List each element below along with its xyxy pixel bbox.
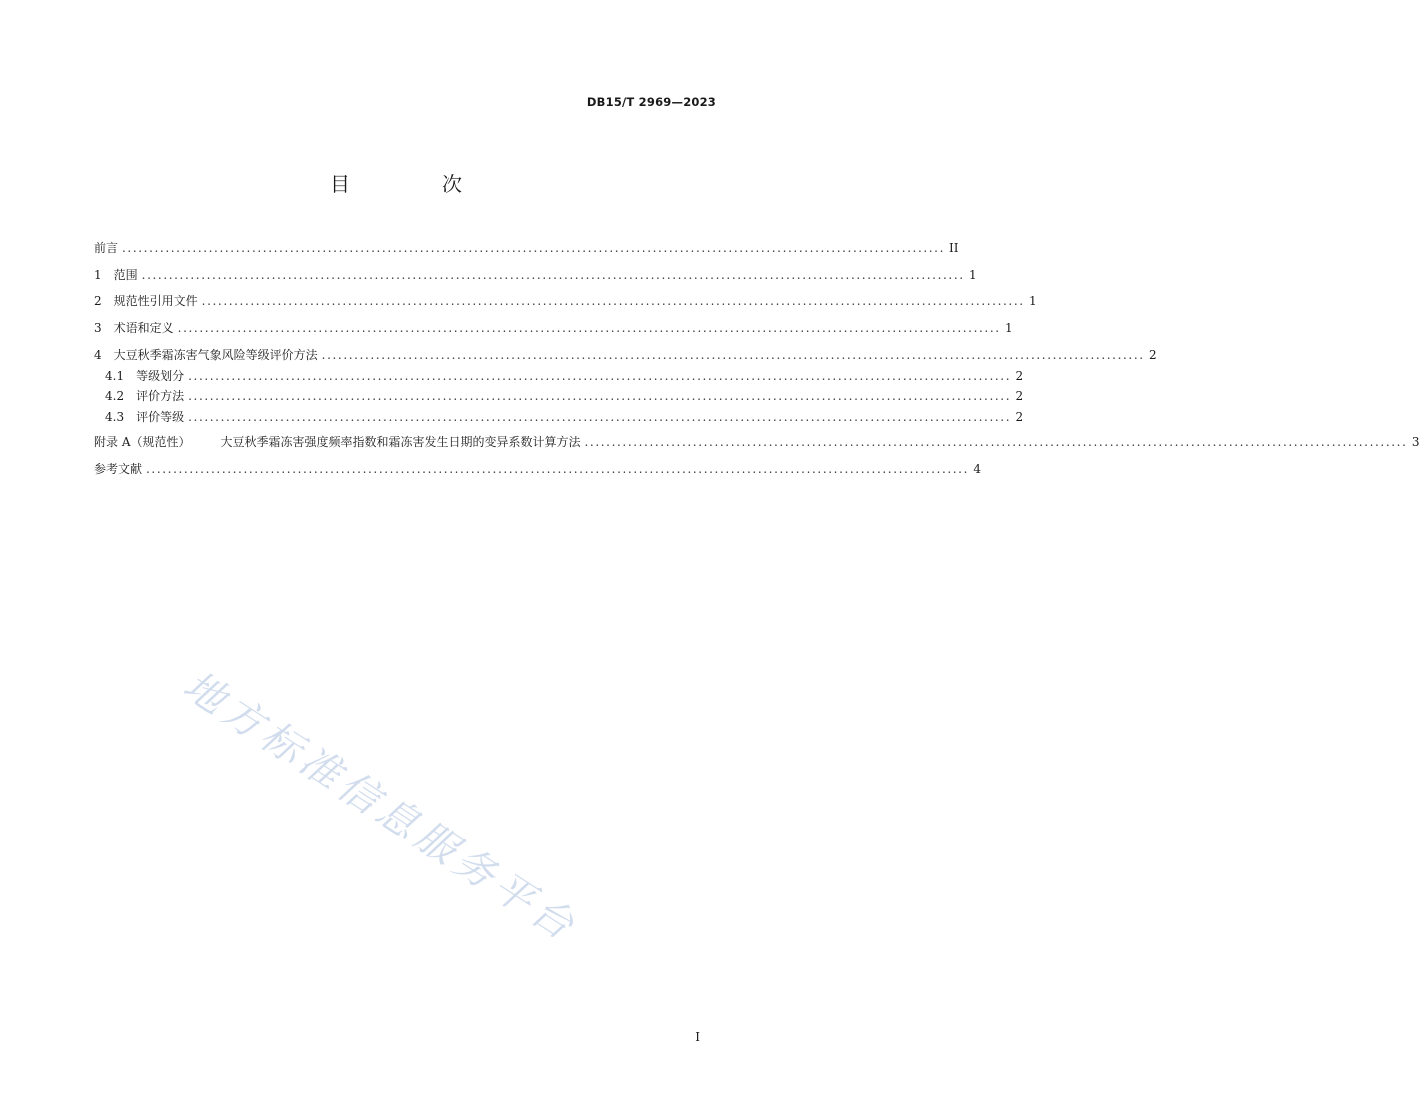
toc-entry-number: 4.2 [105, 389, 125, 403]
toc-entry-label: 范围 [113, 268, 138, 282]
toc-entry-page: II [949, 241, 959, 255]
toc-entry-bibliography[interactable] [94, 460, 982, 478]
toc-leader-dots: ........................................................................................................................................................ [188, 389, 1012, 403]
toc-entry-number: 附录 A（规范性） [94, 435, 191, 449]
toc-entry-label: 术语和定义 [113, 321, 174, 335]
toc-entry-evaluation-approach[interactable] [105, 387, 1024, 405]
page-number: I [695, 1030, 700, 1044]
toc-entry-page: 2 [1149, 348, 1157, 362]
toc-entry-label: 等级划分 [136, 369, 185, 383]
toc-leader-dots: ........................................................................................................................................................ [584, 435, 1408, 449]
toc-entry-number: 1 [94, 268, 102, 282]
toc-entry-page: 3 [1411, 435, 1420, 449]
document-code: DB15/T 2969—2023 [586, 95, 716, 109]
watermark: 地方标准信息服务平台 [175, 662, 586, 952]
toc-entry-page: 1 [1029, 294, 1037, 308]
toc-entry-evaluation-grade[interactable] [105, 408, 1024, 426]
toc-entry-scope[interactable] [94, 266, 977, 284]
toc-entry-page: 1 [1005, 321, 1013, 335]
toc-entry-number: 3 [94, 321, 102, 335]
toc-entry-label: 评价等级 [136, 410, 185, 424]
toc-leader-dots: ........................................................................................................................................................ [177, 321, 1001, 335]
toc-entry-foreword[interactable] [94, 239, 959, 257]
toc-entry-page: 2 [1015, 410, 1024, 424]
toc-entry-number: 4.1 [105, 369, 125, 383]
toc-entry-label: 规范性引用文件 [113, 294, 198, 308]
toc-entry-label: 前言 [94, 241, 119, 255]
toc-entry-label: 大豆秋季霜冻害气象风险等级评价方法 [113, 348, 318, 362]
toc-entry-grade-division[interactable] [105, 367, 1024, 385]
toc-leader-dots: ........................................................................................................................................................ [146, 462, 970, 476]
toc-entry-normative-references[interactable] [94, 292, 1037, 310]
toc-entry-page: 1 [969, 268, 977, 282]
toc-entry-number: 4 [94, 348, 102, 362]
toc-entry-page: 4 [973, 462, 982, 476]
toc-leader-dots: ........................................................................................................................................................ [141, 268, 965, 282]
toc-leader-dots: ........................................................................................................................................................ [122, 241, 946, 255]
toc-entry-page: 2 [1015, 389, 1024, 403]
toc-entry-number: 4.3 [105, 410, 125, 424]
toc-entry-page: 2 [1015, 369, 1024, 383]
toc-leader-dots: ........................................................................................................................................................ [188, 410, 1012, 424]
toc-leader-dots: ........................................................................................................................................................ [201, 294, 1025, 308]
toc-leader-dots: ........................................................................................................................................................ [188, 369, 1012, 383]
toc-entry-evaluation-method[interactable] [94, 346, 1157, 364]
toc-entry-appendix-a[interactable] [94, 433, 1420, 451]
toc-entry-number: 2 [94, 294, 102, 308]
toc-entry-terms-definitions[interactable] [94, 319, 1013, 337]
toc-entry-label: 大豆秋季霜冻害强度频率指数和霜冻害发生日期的变异系数计算方法 [220, 435, 581, 449]
toc-entry-label: 评价方法 [136, 389, 185, 403]
page-title: 目 次 [330, 172, 498, 196]
toc-leader-dots: ........................................................................................................................................................ [321, 348, 1145, 362]
toc-entry-label: 参考文献 [94, 462, 143, 476]
